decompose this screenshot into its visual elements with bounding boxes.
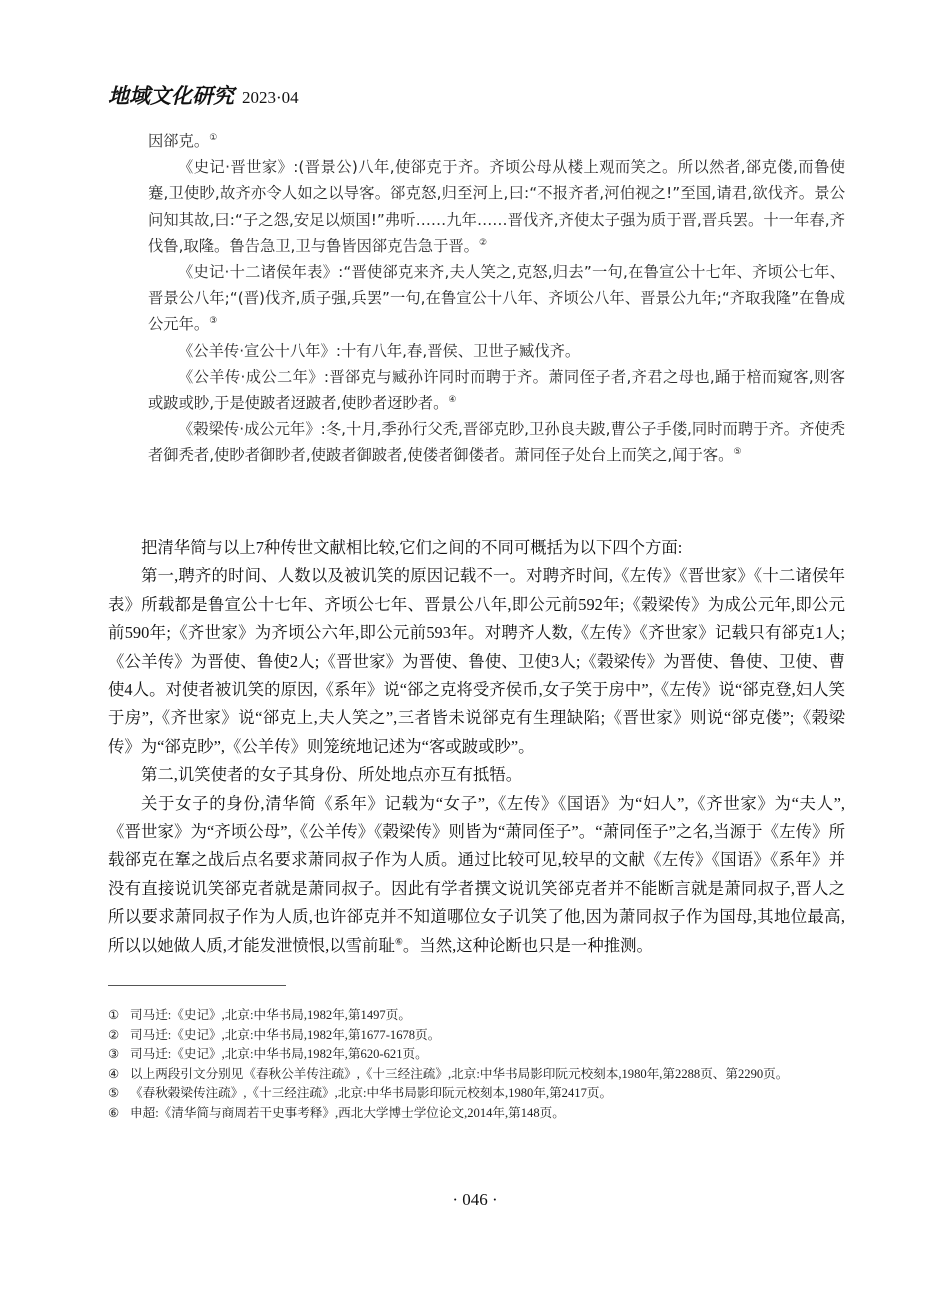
body-paragraph: 第一,聘齐的时间、人数以及被讥笑的原因记载不一。对聘齐时间,《左传》《晋世家》《十二诸侯年表》所载都是鲁宣公十七年、齐顷公七年、晋景公八年,即公元前592年;《榖梁传》为成公元年,即公元前590年;《齐世家》为齐顷公六年,即公元前593年。对聘齐人数,《左传》《齐世家》记载只有郤克1人;《公羊传》为晋使、鲁使2人;《晋世家》为晋使、鲁使、卫使3人;《榖梁传》为晋使、鲁使、卫使、曹使4人。对使者被讥笑的原因,《系年》说“郤之克将受齐侯币,女子笑于房中”,《左传》说“郤克登,妇人笑于房”,《齐世家》说“郤克上,夫人笑之”,三者皆未说郤克有生理缺陷;《晋世家》则说“郤克偻”;《榖梁传》为“郤克眇”,《公羊传》则笼统地记述为“客或跛或眇”。 <box>108 566 845 756</box>
body-paragraph: 把清华简与以上7种传世文献相比较,它们之间的不同可概括为以下四个方面: <box>141 538 683 557</box>
footnote-text: 《春秋榖梁传注疏》,《十三经注疏》,北京:中华书局影印阮元校刻本,1980年,第2417页。 <box>130 1086 613 1100</box>
body-text <box>108 534 845 960</box>
footnote-text: 司马迁:《史记》,北京:中华书局,1982年,第1497页。 <box>130 1008 411 1022</box>
footnote-ref[interactable]: ③ <box>209 316 218 327</box>
footnote-ref[interactable]: ② <box>478 237 488 248</box>
footnote-text: 以上两段引文分别见《春秋公羊传注疏》,《十三经注疏》,北京:中华书局影印阮元校刻本,1980年,第2288页、第2290页。 <box>130 1066 789 1081</box>
footnote-item <box>108 1065 845 1085</box>
footnote-item <box>108 1084 845 1104</box>
footnote-ref[interactable]: ⑤ <box>733 447 742 458</box>
quote-paragraph: 《公羊传·成公二年》:晋郤克与臧孙许同时而聘于齐。萧同侄子者,齐君之母也,踊于棓而窥客,则客或跛或眇,于是使跛者迓跛者,使眇者迓眇者。④ <box>148 367 845 413</box>
footnote-mark: ⑤ <box>108 1086 120 1100</box>
running-header <box>108 80 299 110</box>
body-paragraph: 第二,讥笑使者的女子其身份、所处地点亦互有抵牾。 <box>141 765 523 785</box>
body-paragraph: 关于女子的身份,清华简《系年》记载为“女子”,《左传》《国语》为“妇人”,《齐世家》为“夫人”,《晋世家》为“齐顷公母”,《公羊传》《榖梁传》则皆为“萧同侄子”。“萧同侄子”之名,当源于《左传》所载郤克在鞌之战后点名要求萧同叔子作为人质。通过比较可见,较早的文献《左传》《国语》《系年》并没有直接说讥笑郤克者就是萧同叔子。因此有学者撰文说讥笑郤克者并不能断言就是萧同叔子,晋人之所以要求萧同叔子作为人质,也许郤克并不知道哪位女子讥笑了他,因为萧同叔子作为国母,其地位最高,所以以她做人质,才能发泄愤恨,以雪前耻⑥。当然,这种论断也只是一种推测。 <box>108 793 845 955</box>
footnote-mark: ③ <box>108 1047 120 1061</box>
footnotes <box>108 1006 845 1123</box>
footnote-text: 司马迁:《史记》,北京:中华书局,1982年,第1677-1678页。 <box>130 1027 441 1042</box>
footnote-text: 申超:《清华简与商周若干史事考释》,西北大学博士学位论文,2014年,第148页。 <box>130 1105 565 1120</box>
journal-title: 地域文化研究 <box>108 83 234 108</box>
footnote-mark: ① <box>108 1008 120 1022</box>
footnote-ref[interactable]: ⑥ <box>394 936 403 947</box>
footnote-divider <box>108 985 286 986</box>
quotation-block <box>148 128 845 469</box>
quote-paragraph: 《公羊传·宣公十八年》:十有八年,春,晋侯、卫世子臧伐齐。 <box>178 341 581 360</box>
footnote-item <box>108 1045 845 1065</box>
footnote-item <box>108 1104 845 1124</box>
quote-paragraph: 《史记·十二诸侯年表》:“晋使郤克来齐,夫人笑之,克怒,归去”一句,在鲁宣公十七年、齐顷公七年、晋景公八年;“(晋)伐齐,质子强,兵罢”一句,在鲁宣公十八年、齐顷公八年、晋景公九年;“齐取我隆”在鲁成公元年。③ <box>148 263 845 334</box>
quote-paragraph: 因郤克。① <box>148 132 218 150</box>
footnote-ref[interactable]: ① <box>209 132 218 143</box>
footnote-ref[interactable]: ④ <box>448 394 457 405</box>
footnote-mark: ⑥ <box>108 1105 120 1120</box>
quote-paragraph: 《榖梁传·成公元年》:冬,十月,季孙行父秃,晋郤克眇,卫孙良夫跛,曹公子手偻,同时而聘于齐。齐使秃者御秃者,使眇者御眇者,使跛者御跛者,使偻者御偻者。萧同侄子处台上而笑之,闻于客。⑤ <box>148 420 845 465</box>
footnote-item <box>108 1006 845 1026</box>
footnote-item <box>108 1026 845 1046</box>
footnote-mark: ④ <box>108 1066 120 1081</box>
footnote-text: 司马迁:《史记》,北京:中华书局,1982年,第620-621页。 <box>130 1047 428 1061</box>
quote-paragraph: 《史记·晋世家》:(晋景公)八年,使郤克于齐。齐顷公母从楼上观而笑之。所以然者,郤克偻,而鲁使蹇,卫使眇,故齐亦令人如之以导客。郤克怒,归至河上,曰:“不报齐者,河伯视之!”至国,请君,欲伐齐。景公问知其故,曰:“子之怨,安足以烦国!”弗听……九年……晋伐齐,齐使太子强为质于晋,晋兵罢。十一年春,齐伐鲁,取隆。鲁告急卫,卫与鲁皆因郤克告急于晋。② <box>148 158 845 255</box>
issue-number: 2023·04 <box>242 88 299 107</box>
footnote-mark: ② <box>108 1027 120 1042</box>
page-number: · 046 · <box>452 1190 498 1209</box>
